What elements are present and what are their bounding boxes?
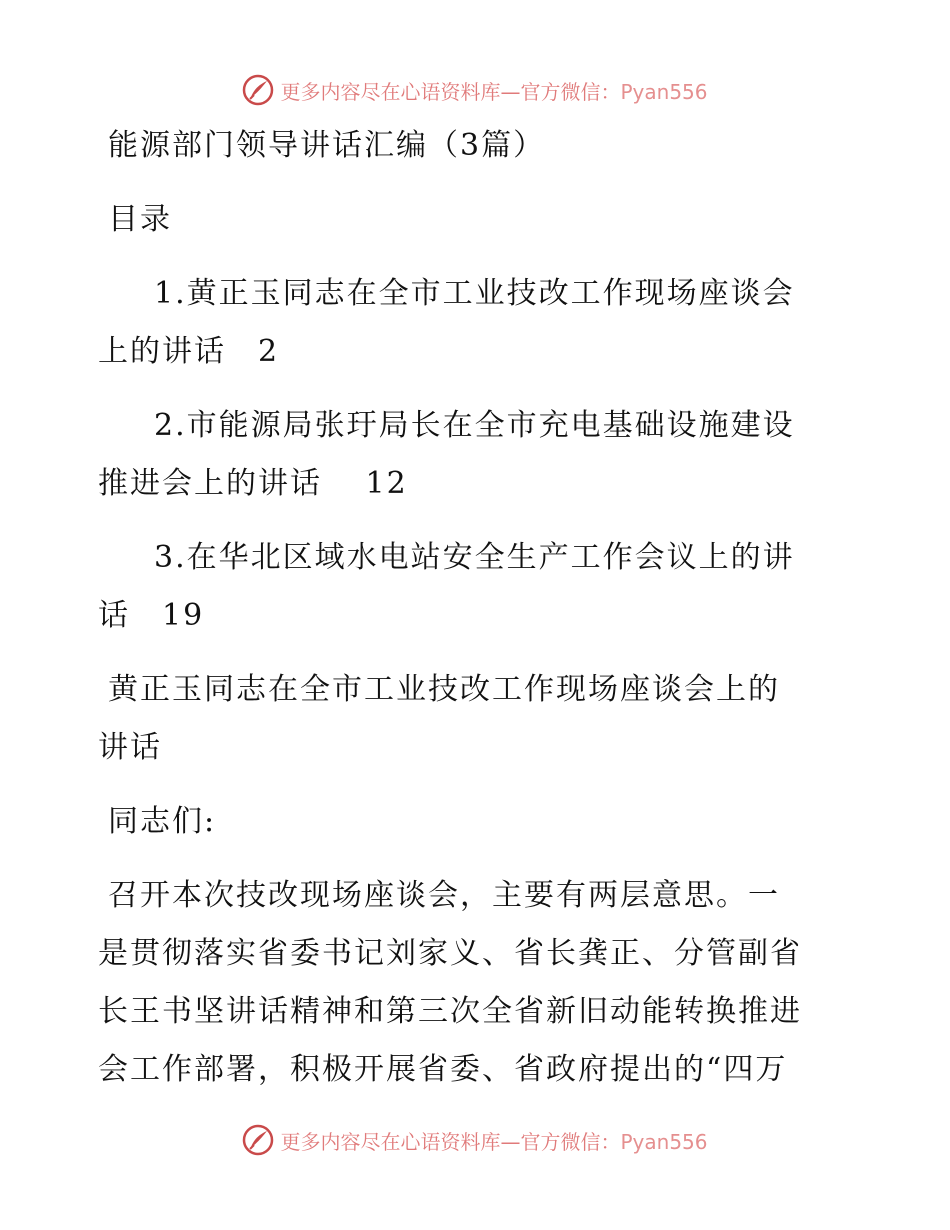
salutation: 同志们:: [108, 804, 217, 839]
page-header-watermark: [0, 68, 950, 112]
body-paragraph-line: 会工作部署，积极开展省委、省政府提出的“四万: [98, 1052, 788, 1087]
toc-item-3-line1: 3.在华北区域水电站安全生产工作会议上的讲: [154, 540, 795, 575]
toc-item-1-line1: 1.黄正玉同志在全市工业技改工作现场座谈会: [154, 276, 795, 311]
section-title-line2: 讲话: [98, 730, 162, 765]
document-title: 能源部门领导讲话汇编（3篇）: [108, 128, 546, 163]
toc-item-2-line2: 推进会上的讲话 12: [98, 466, 408, 501]
watermark-text: 更多内容尽在心语资料库—官方微信：Pyan556: [280, 79, 708, 104]
toc-item-3-line2: 话 19: [98, 598, 205, 633]
body-paragraph-line: 长王书坚讲话精神和第三次全省新旧动能转换推进: [98, 994, 802, 1029]
section-title-line1: 黄正玉同志在全市工业技改工作现场座谈会上的: [108, 672, 780, 707]
quill-seal-logo-icon: [242, 74, 274, 106]
watermark-text: 更多内容尽在心语资料库—官方微信：Pyan556: [280, 1129, 708, 1154]
toc-item-1-line2: 上的讲话 2: [98, 334, 280, 369]
body-paragraph-line: 是贯彻落实省委书记刘家义、省长龚正、分管副省: [98, 936, 802, 971]
body-paragraph-line: 召开本次技改现场座谈会，主要有两层意思。一: [108, 878, 780, 913]
toc-item-2-line1: 2.市能源局张玗局长在全市充电基础设施建设: [154, 408, 795, 443]
page-footer-watermark: [0, 1118, 950, 1162]
quill-seal-logo-icon: [242, 1124, 274, 1156]
toc-heading: 目录: [108, 202, 172, 237]
